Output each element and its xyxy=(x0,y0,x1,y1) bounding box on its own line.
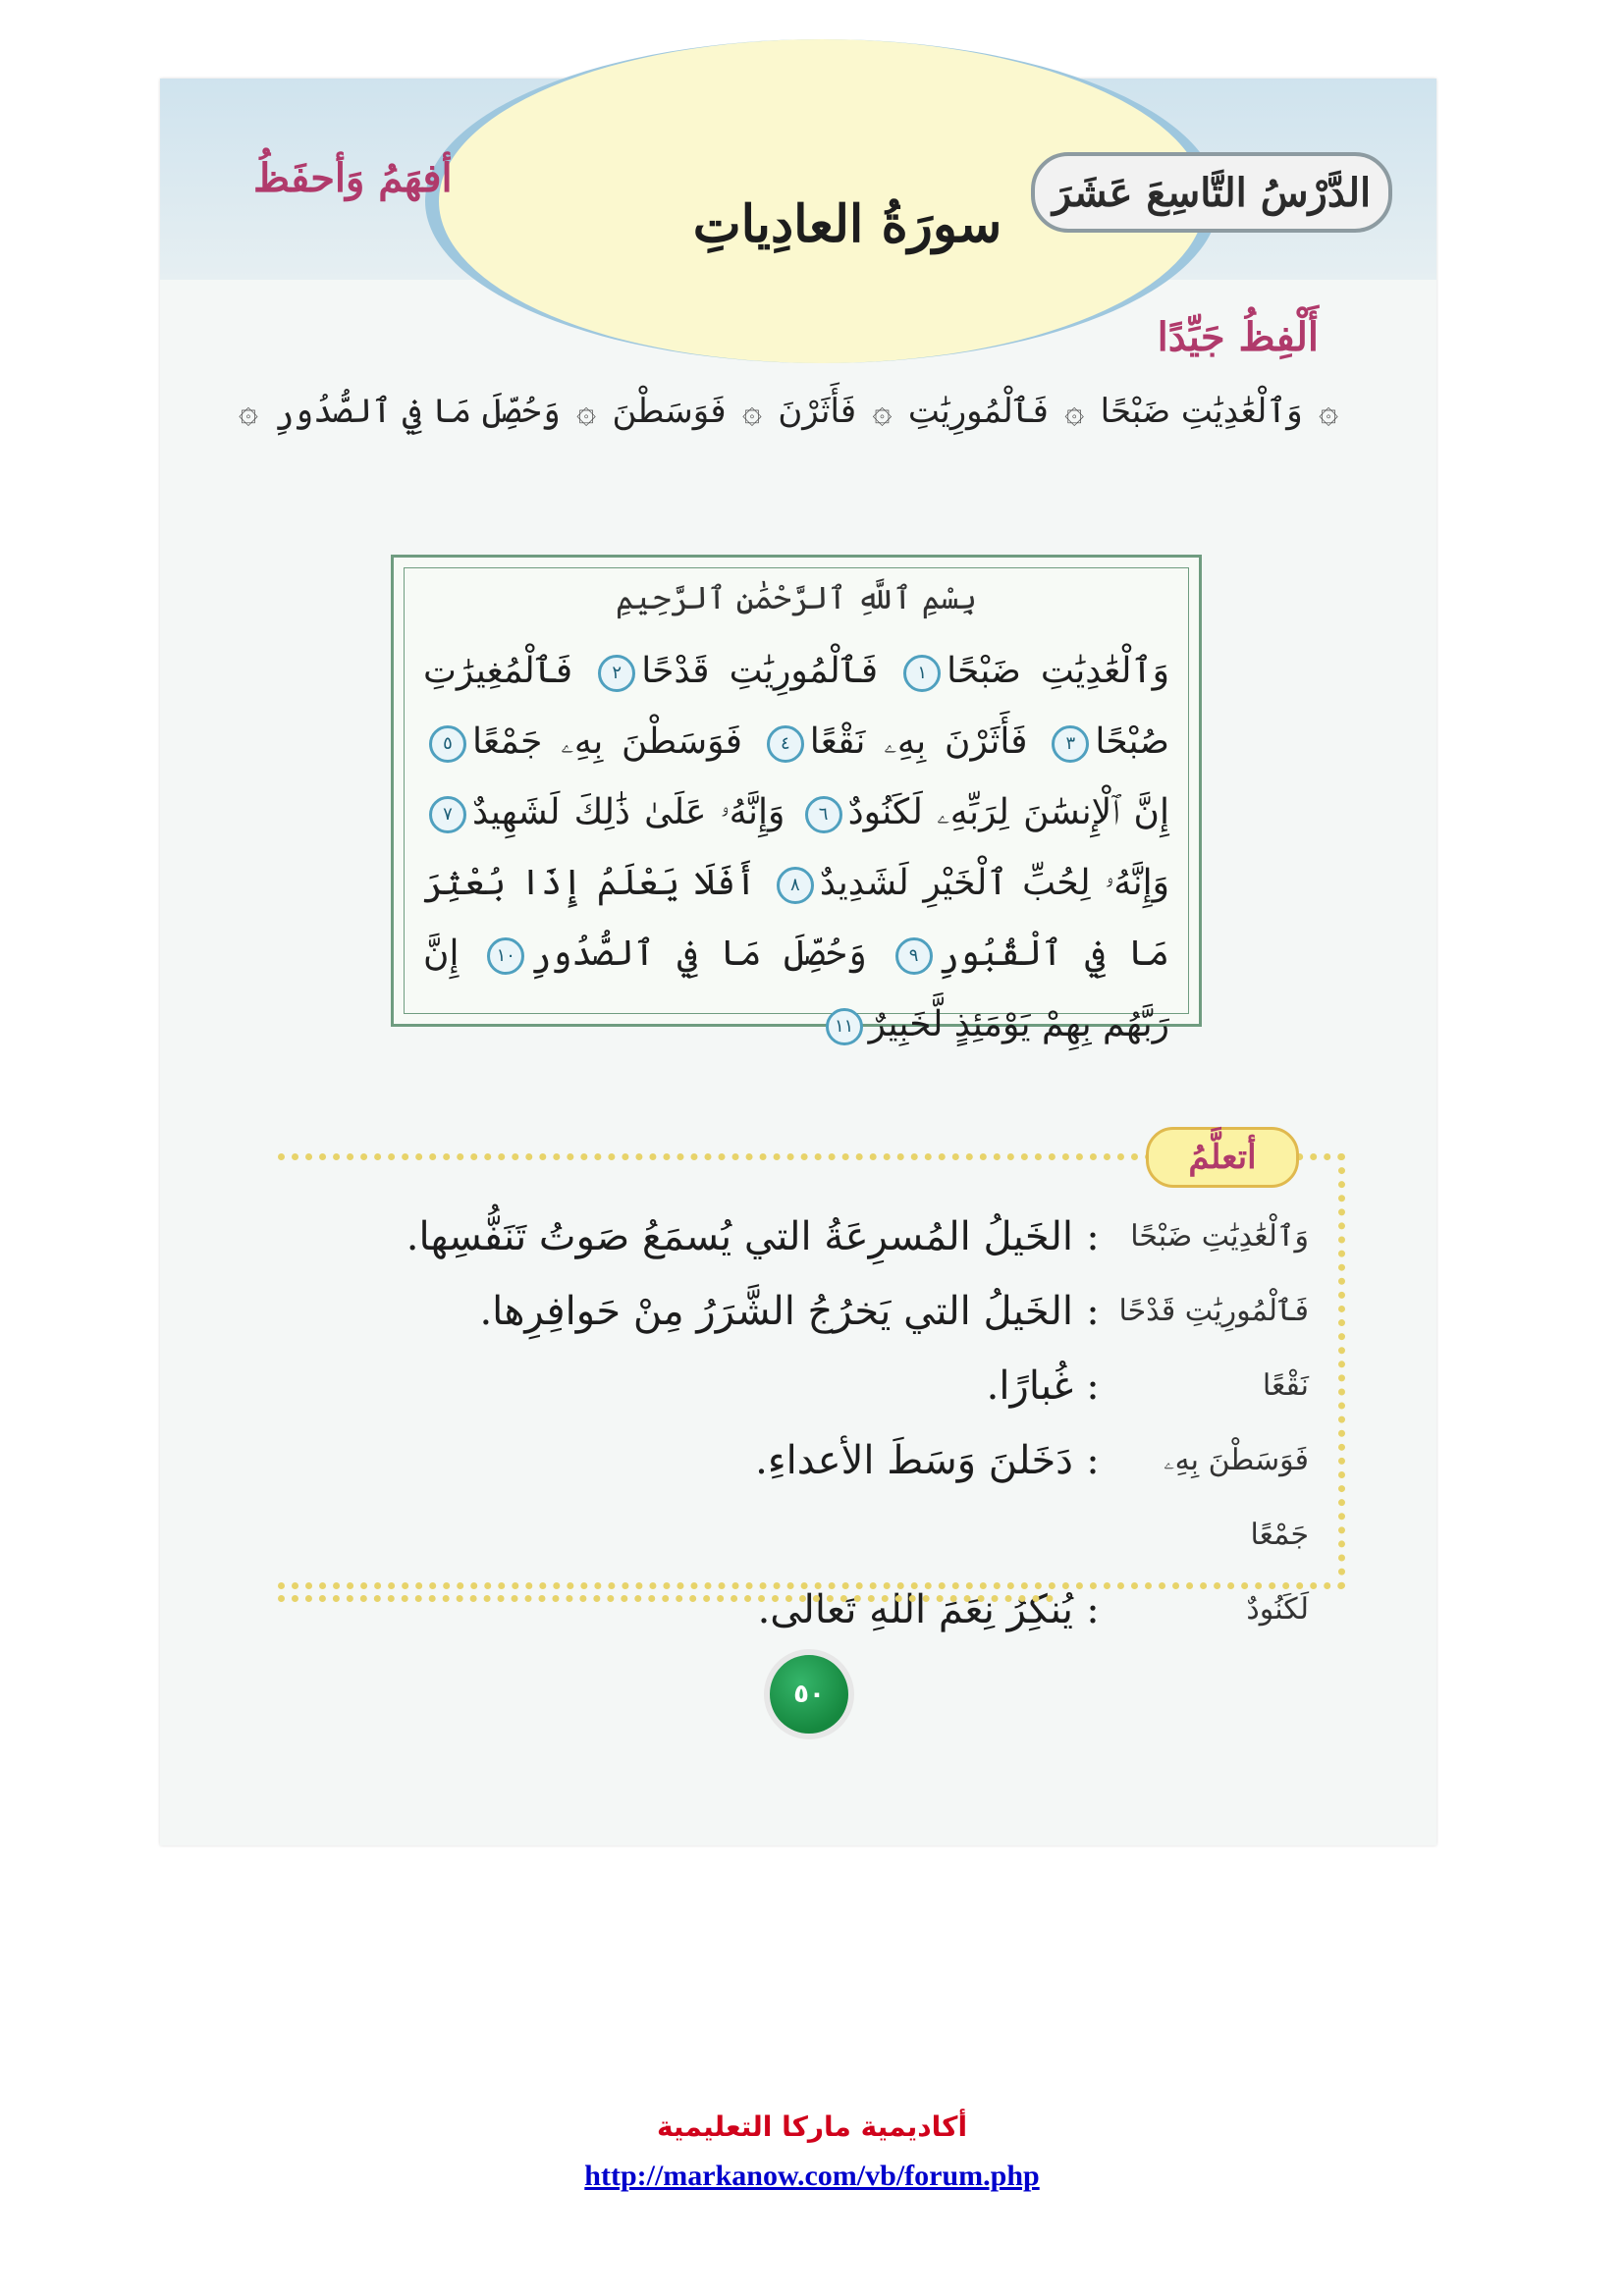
ayah-number: ١١ xyxy=(826,1008,863,1045)
section-tag: أفهَمُ وَأحفَظُ xyxy=(253,155,453,201)
recite-word: وَٱلْعَٰدِيَٰتِ ضَبْحًا xyxy=(1100,392,1303,431)
ayah-number: ٣ xyxy=(1052,725,1089,763)
surah-title: سورَةُ العادِياتِ xyxy=(692,194,1002,254)
word-ornament: ۞ xyxy=(1319,392,1338,431)
ayah-number: ٨ xyxy=(777,867,814,904)
glossary-row xyxy=(376,1274,1309,1349)
ayah-number: ٩ xyxy=(895,937,933,975)
recite-word: فَوَسَطْنَ xyxy=(612,391,727,431)
glossary-separator: : xyxy=(1086,1214,1100,1259)
verse-text: فَٱلْمُغِيرَٰتِ صُبْحًا xyxy=(423,651,1169,762)
surah-verses xyxy=(423,636,1169,1060)
scanned-page xyxy=(160,79,1436,1845)
learn-box xyxy=(278,1138,1345,1632)
footer-forum-link[interactable]: http://markanow.com/vb/forum.php xyxy=(584,2160,1040,2192)
basmala: بِسْمِ ٱللَّهِ ٱلرَّحْمَٰنِ ٱلرَّحِيمِ xyxy=(615,579,977,616)
verse-text: إِنَّ رَبَّهُم بِهِمْ يَوْمَئِذٍ لَّخَبِيرٌ xyxy=(423,934,1169,1044)
footer-academy-name: أكاديمية ماركا التعليمية xyxy=(656,2110,968,2143)
glossary-separator: : xyxy=(1086,1363,1100,1409)
glossary-row xyxy=(376,1423,1309,1573)
word-ornament: ۞ xyxy=(576,392,597,431)
glossary-term: لَكَنُودٌ xyxy=(1246,1592,1309,1627)
glossary-row xyxy=(376,1349,1309,1423)
page-number: ٥٠ xyxy=(764,1649,854,1739)
glossary-list xyxy=(376,1200,1309,1647)
word-ornament: ۞ xyxy=(239,392,258,431)
glossary-term: فَٱلْمُورِيَٰتِ قَدْحًا xyxy=(1118,1294,1309,1328)
header-band xyxy=(160,79,1436,280)
glossary-definition: يُنكِرُ نِعَمَ اللهِ تَعالى. xyxy=(757,1587,1073,1632)
ayah-number: ١ xyxy=(903,655,941,692)
verse-text: وَحُصِّلَ مَا فِي ٱلصُّدُورِ xyxy=(530,934,867,974)
lesson-label-text: الدَّرْسُ التَّاسِعَ عَشَرَ xyxy=(1052,169,1372,216)
ayah-number: ٦ xyxy=(805,796,842,833)
glossary-separator: : xyxy=(1086,1587,1100,1632)
verse-text: وَٱلْعَٰدِيَٰتِ ضَبْحًا xyxy=(947,651,1169,691)
recite-word: فَٱلْمُورِيَٰتِ xyxy=(907,392,1049,431)
dotted-divider xyxy=(278,1595,1054,1602)
glossary-separator: : xyxy=(1086,1289,1100,1334)
recite-words xyxy=(239,391,1338,431)
ayah-number: ٢ xyxy=(598,655,635,692)
verse-text: فَأَثَرْنَ بِهِۦ نَقْعًا xyxy=(809,721,1028,762)
recite-word: فَأَثَرْنَ xyxy=(778,391,857,431)
word-ornament: ۞ xyxy=(1064,392,1085,431)
verse-text: أَفَلَا يَعْلَمُ إِذَا بُعْثِرَ مَا فِي ٱلْقُبُورِ xyxy=(423,863,1169,974)
verse-text: إِنَّ ٱلْإِنسَٰنَ لِرَبِّهِۦ لَكَنُودٌ xyxy=(847,792,1169,832)
word-ornament: ۞ xyxy=(872,392,893,431)
glossary-term: فَوَسَطْنَ بِهِۦ جَمْعًا xyxy=(1164,1443,1309,1552)
learn-heading: أتعلَّمُ xyxy=(1146,1127,1299,1188)
glossary-definition: دَخَلنَ وَسَطَ الأعداءِ. xyxy=(755,1438,1073,1483)
glossary-row xyxy=(376,1573,1309,1647)
ayah-number: ٤ xyxy=(767,725,804,763)
verse-text: فَوَسَطْنَ بِهِۦ جَمْعًا xyxy=(472,721,742,762)
verse-text: وَإِنَّهُۥ عَلَىٰ ذَٰلِكَ لَشَهِيدٌ xyxy=(472,792,785,832)
verse-text: فَٱلْمُورِيَٰتِ قَدْحًا xyxy=(641,651,879,691)
glossary-term: نَقْعًا xyxy=(1262,1368,1309,1403)
recite-word: وَحُصِّلَ مَا فِي ٱلصُّدُورِ xyxy=(274,392,561,431)
glossary-definition: الخَيلُ المُسرِعَةُ التي يُسمَعُ صَوتُ تَنَفُّسِها. xyxy=(406,1214,1073,1259)
verse-text: وَإِنَّهُۥ لِحُبِّ ٱلْخَيْرِ لَشَدِيدٌ xyxy=(819,863,1169,903)
glossary-row xyxy=(376,1200,1309,1274)
recite-heading: أَلْفِظُ جَيِّدًا xyxy=(1157,314,1319,360)
glossary-definition: الخَيلُ التي يَخرُجُ الشَّرَرُ مِنْ حَوافِرِها. xyxy=(479,1289,1073,1334)
glossary-definition: غُبارًا. xyxy=(986,1363,1073,1409)
word-ornament: ۞ xyxy=(741,392,762,431)
glossary-separator: : xyxy=(1086,1438,1100,1483)
glossary-term: وَٱلْعَٰدِيَٰتِ ضَبْحًا xyxy=(1130,1219,1309,1254)
ayah-number: ٥ xyxy=(429,725,466,763)
surah-frame xyxy=(391,555,1202,1044)
ayah-number: ١٠ xyxy=(487,937,524,975)
ayah-number: ٧ xyxy=(429,796,466,833)
lesson-label xyxy=(1031,152,1392,233)
